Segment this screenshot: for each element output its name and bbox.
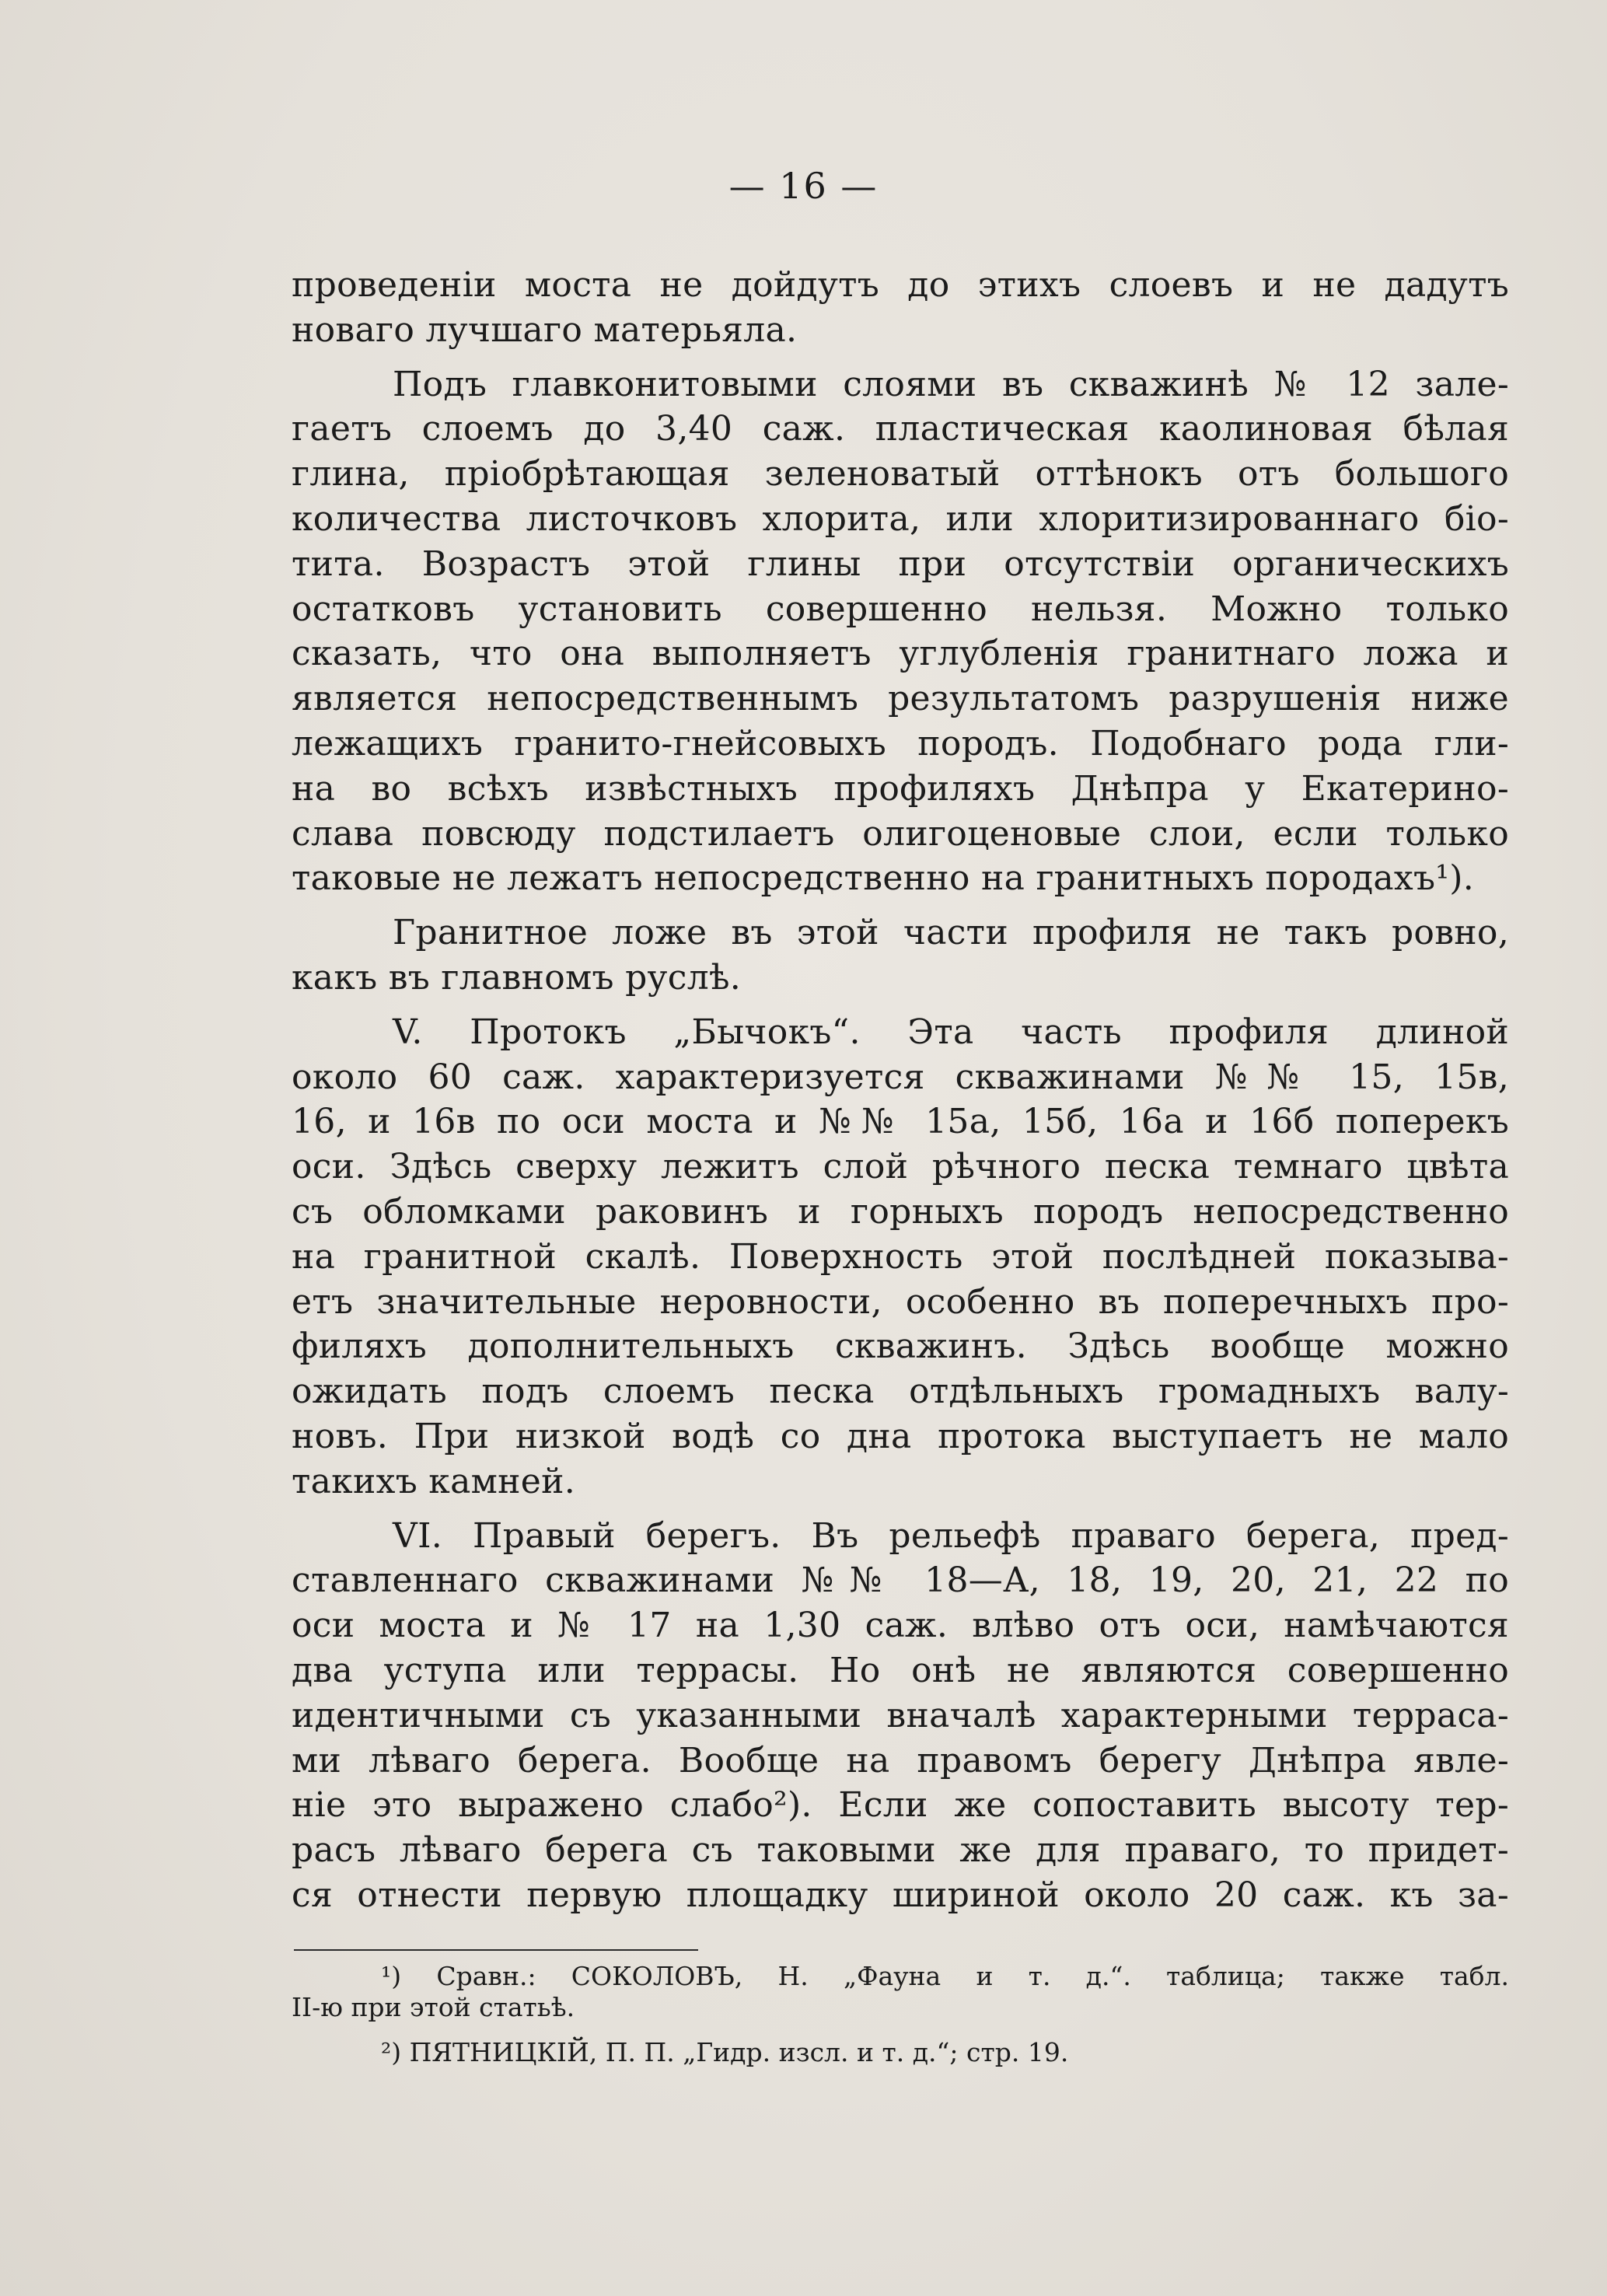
footnote-line: ²) ПЯТНИЦКІЙ, П. П. „Гидр. изсл. и т. д.“; стр. 19. bbox=[381, 2037, 1069, 2067]
paragraph bbox=[292, 910, 1509, 1001]
text-line: 16, и 16в по оси моста и №№ 15а, 15б, 16а и 16б поперекъ bbox=[292, 1102, 1509, 1142]
text-line: етъ значительные неровности, особенно въ поперечныхъ про- bbox=[292, 1281, 1509, 1322]
text-line: оси моста и № 17 на 1,30 саж. влѣво отъ оси, намѣчаются bbox=[292, 1606, 1509, 1646]
text-line: таковые не лежатъ непосредственно на гранитныхъ породахъ¹). bbox=[292, 858, 1475, 899]
footnote-line: II-ю при этой статьѣ. bbox=[292, 1992, 575, 2022]
text-line: филяхъ дополнительныхъ скважинъ. Здѣсь вообще можно bbox=[292, 1326, 1509, 1367]
text-line: оси. Здѣсь сверху лежитъ слой рѣчного песка темнаго цвѣта bbox=[292, 1147, 1509, 1187]
page-number: — 16 — bbox=[728, 165, 879, 207]
paragraph bbox=[292, 263, 1509, 353]
text-line: съ обломками раковинъ и горныхъ породъ непосредственно bbox=[292, 1191, 1509, 1232]
footnotes bbox=[292, 1961, 1509, 2068]
text-line: сказать, что она выполняетъ углубленія гранитнаго ложа и bbox=[292, 634, 1509, 674]
text-line: ся отнести первую площадку шириной около 20 саж. къ за- bbox=[292, 1875, 1509, 1915]
text-line: ніе это выражено слабо²). Если же сопоставить высоту тер- bbox=[292, 1785, 1509, 1826]
text-line: глина, пріобрѣтающая зеленоватый оттѣнокъ отъ большого bbox=[292, 454, 1509, 494]
text-line: два уступа или террасы. Но онѣ не являются совершенно bbox=[292, 1650, 1509, 1690]
text-line: лежащихъ гранито-гнейсовыхъ породъ. Подобнаго рода гли- bbox=[292, 723, 1509, 764]
text-line: количества листочковъ хлорита, или хлоритизированнаго біо- bbox=[292, 498, 1509, 539]
section-heading-line: V. Протокъ „Бычокъ“. Эта часть профиля длиной bbox=[393, 1012, 1509, 1052]
footnote-2 bbox=[292, 2037, 1509, 2068]
paragraph bbox=[292, 362, 1509, 902]
text-line: новаго лучшаго матерьяла. bbox=[292, 309, 798, 350]
text-line: какъ въ главномъ руслѣ. bbox=[292, 957, 742, 998]
text-line: расъ лѣваго берега съ таковыми же для праваго, то придет- bbox=[292, 1830, 1509, 1871]
body-text bbox=[292, 263, 1509, 1918]
text-line: является непосредственнымъ результатомъ разрушенія ниже bbox=[292, 679, 1509, 719]
text-line: проведеніи моста не дойдутъ до этихъ слоевъ и не дадутъ bbox=[292, 265, 1509, 305]
section-vi-paragraph bbox=[292, 1514, 1509, 1918]
text-line: такихъ камней. bbox=[292, 1461, 576, 1501]
text-line: Подъ главконитовыми слоями въ скважинѣ № 12 зале- bbox=[393, 364, 1509, 404]
text-line: тита. Возрастъ этой глины при отсутствіи органическихъ bbox=[292, 543, 1509, 584]
footnote-divider bbox=[294, 1949, 698, 1951]
text-line: Гранитное ложе въ этой части профиля не такъ ровно, bbox=[393, 913, 1509, 953]
footnote-line: ¹) Сравн.: СОКОЛОВЪ, Н. „Фауна и т. д.“. таблица; также табл. bbox=[381, 1961, 1509, 1991]
text-line: слава повсюду подстилаетъ олигоценовые слои, если только bbox=[292, 813, 1509, 854]
text-line: на во всѣхъ извѣстныхъ профиляхъ Днѣпра у Екатерино- bbox=[292, 768, 1509, 809]
text-line: остатковъ установить совершенно нельзя. Можно только bbox=[292, 589, 1509, 629]
text-line: гаетъ слоемъ до 3,40 саж. пластическая каолиновая бѣлая bbox=[292, 409, 1509, 449]
text-line: ми лѣваго берега. Вообще на правомъ берегу Днѣпра явле- bbox=[292, 1740, 1509, 1781]
section-heading-line: VI. Правый берегъ. Въ рельефѣ праваго берега, пред- bbox=[393, 1515, 1509, 1556]
text-line: ожидать подъ слоемъ песка отдѣльныхъ громадныхъ валу- bbox=[292, 1372, 1509, 1412]
text-line: ставленнаго скважинами №№ 18—А, 18, 19, 20, 21, 22 по bbox=[292, 1560, 1509, 1601]
text-line: около 60 саж. характеризуется скважинами №№ 15, 15в, bbox=[292, 1057, 1509, 1097]
text-line: новъ. При низкой водѣ со дна протока выступаетъ не мало bbox=[292, 1416, 1509, 1456]
text-line: на гранитной скалѣ. Поверхность этой послѣдней показыва- bbox=[292, 1236, 1509, 1277]
section-v-paragraph bbox=[292, 1010, 1509, 1504]
footnote-1 bbox=[292, 1961, 1509, 2023]
text-line: идентичными съ указанными вначалѣ характерными терраса- bbox=[292, 1695, 1509, 1735]
